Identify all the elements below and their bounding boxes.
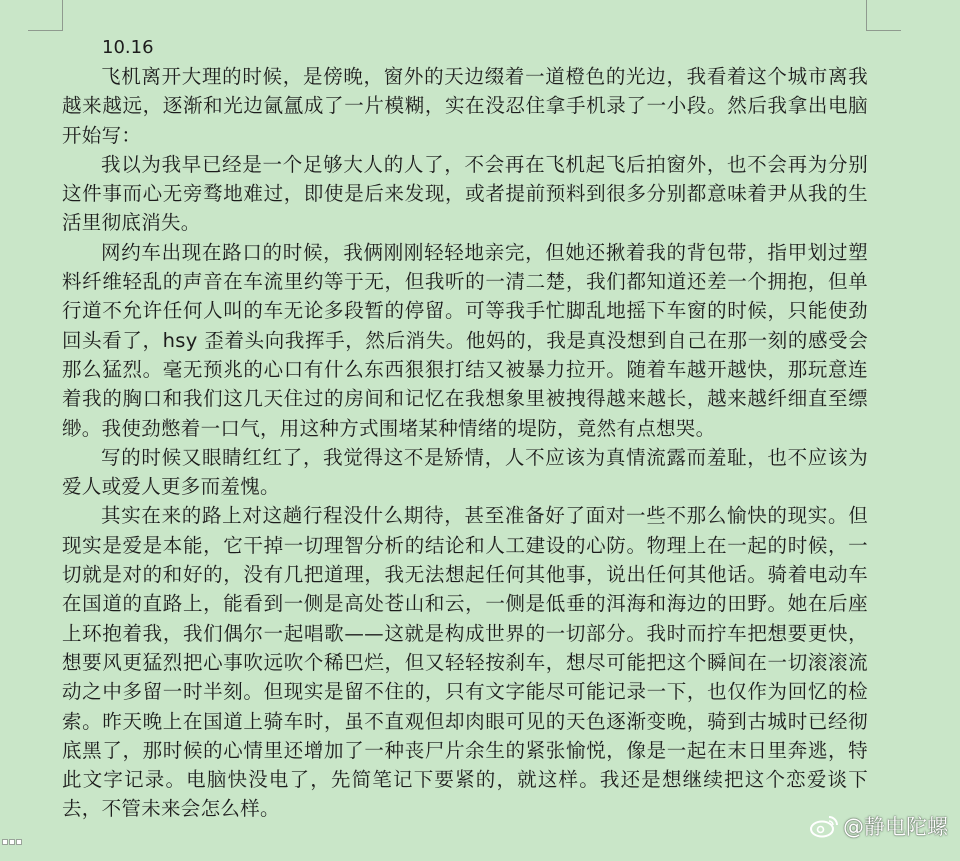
page-corner-mark-left [28, 0, 63, 31]
watermark [809, 811, 948, 841]
weibo-icon [809, 814, 839, 838]
handle-dot [16, 839, 22, 845]
paragraph-5: 其实在来的路上对这趟行程没什么期待，甚至准备好了面对一些不那么愉快的现实。但现实是爱是本能，它干掉一切理智分析的结论和人工建设的心防。物理上在一起的时候，一切就是对的和好的，没有几把道理，我无法想起任何其他事，说出任何其他话。骑着电动车在国道的直路上，能看到一侧是高处苍山和云，一侧是低垂的洱海和海边的田野。她在后座上环抱着我，我们偶尔一起唱歌——这就是构成世界的一切部分。我时而拧车把想要更快，想要风更猛烈把心事吹远吹个稀巴烂，但又轻轻按刹车，想尽可能把这个瞬间在一切滚滚流动之中多留一时半刻。但现实是留不住的，只有文字能尽可能记录一下，也仅作为回忆的检索。昨天晚上在国道上骑车时，虽不直观但却肉眼可见的天色逐渐变晚，骑到古城时已经彻底黑了，那时候的心情里还增加了一种丧尸片余生的紧张愉悦，像是一起在末日里奔逃，特此文字记录。电脑快没电了，先简笔记下要紧的，就这样。我还是想继续把这个恋爱谈下去，不管未来会怎么样。 [62, 504, 868, 821]
paragraph-1: 飞机离开大理的时候，是傍晚，窗外的天边缀着一道橙色的光边，我看着这个城市离我越来越远，逐渐和光边氤氲成了一片模糊，实在没忍住拿手机录了一小段。然后我拿出电脑开始写： [62, 65, 868, 147]
handle-dot [9, 839, 15, 845]
paragraph-2: 我以为我早已经是一个足够大人的人了，不会再在飞机起飞后拍窗外，也不会再为分别这件事而心无旁骛地难过，即使是后来发现，或者提前预料到很多分别都意味着尹从我的生活里彻底消失。 [62, 152, 868, 235]
document-body[interactable] [62, 33, 868, 824]
paragraph-4: 写的时候又眼睛红红了，我觉得这不是矫情，人不应该为真情流露而羞耻，也不应该为爱人或爱人更多而羞愧。 [62, 445, 868, 499]
paragraph-3: 网约车出现在路口的时候，我俩刚刚轻轻地亲完，但她还揪着我的背包带，指甲划过塑料纤维轻乱的声音在车流里约等于无，但我听的一清二楚，我们都知道还差一个拥抱，但单行道不允许任何人叫的车无论多段暂的停留。可等我手忙脚乱地摇下车窗的时候，只能使劲回头看了，hsy 歪着头向我挥手，然后消失。他妈的，我是真没想到自己在那一刻的感受会那么猛烈。毫无预兆的心口有什么东西狠狠打结又被暴力拉开。随着车越开越快，那玩意连着我的胸口和我们这几天住过的房间和记忆在我想象里被拽得越来越长，越来越纤细直至缥缈。我使劲憋着一口气，用这种方式围堵某种情绪的堤防，竟然有点想哭。 [62, 240, 868, 440]
page-corner-mark-right [866, 0, 901, 31]
date-heading: 10.16 [102, 37, 154, 58]
handle-dot [2, 839, 8, 845]
watermark-text: @静电陀螺 [843, 815, 948, 839]
resize-handle[interactable] [0, 837, 24, 861]
